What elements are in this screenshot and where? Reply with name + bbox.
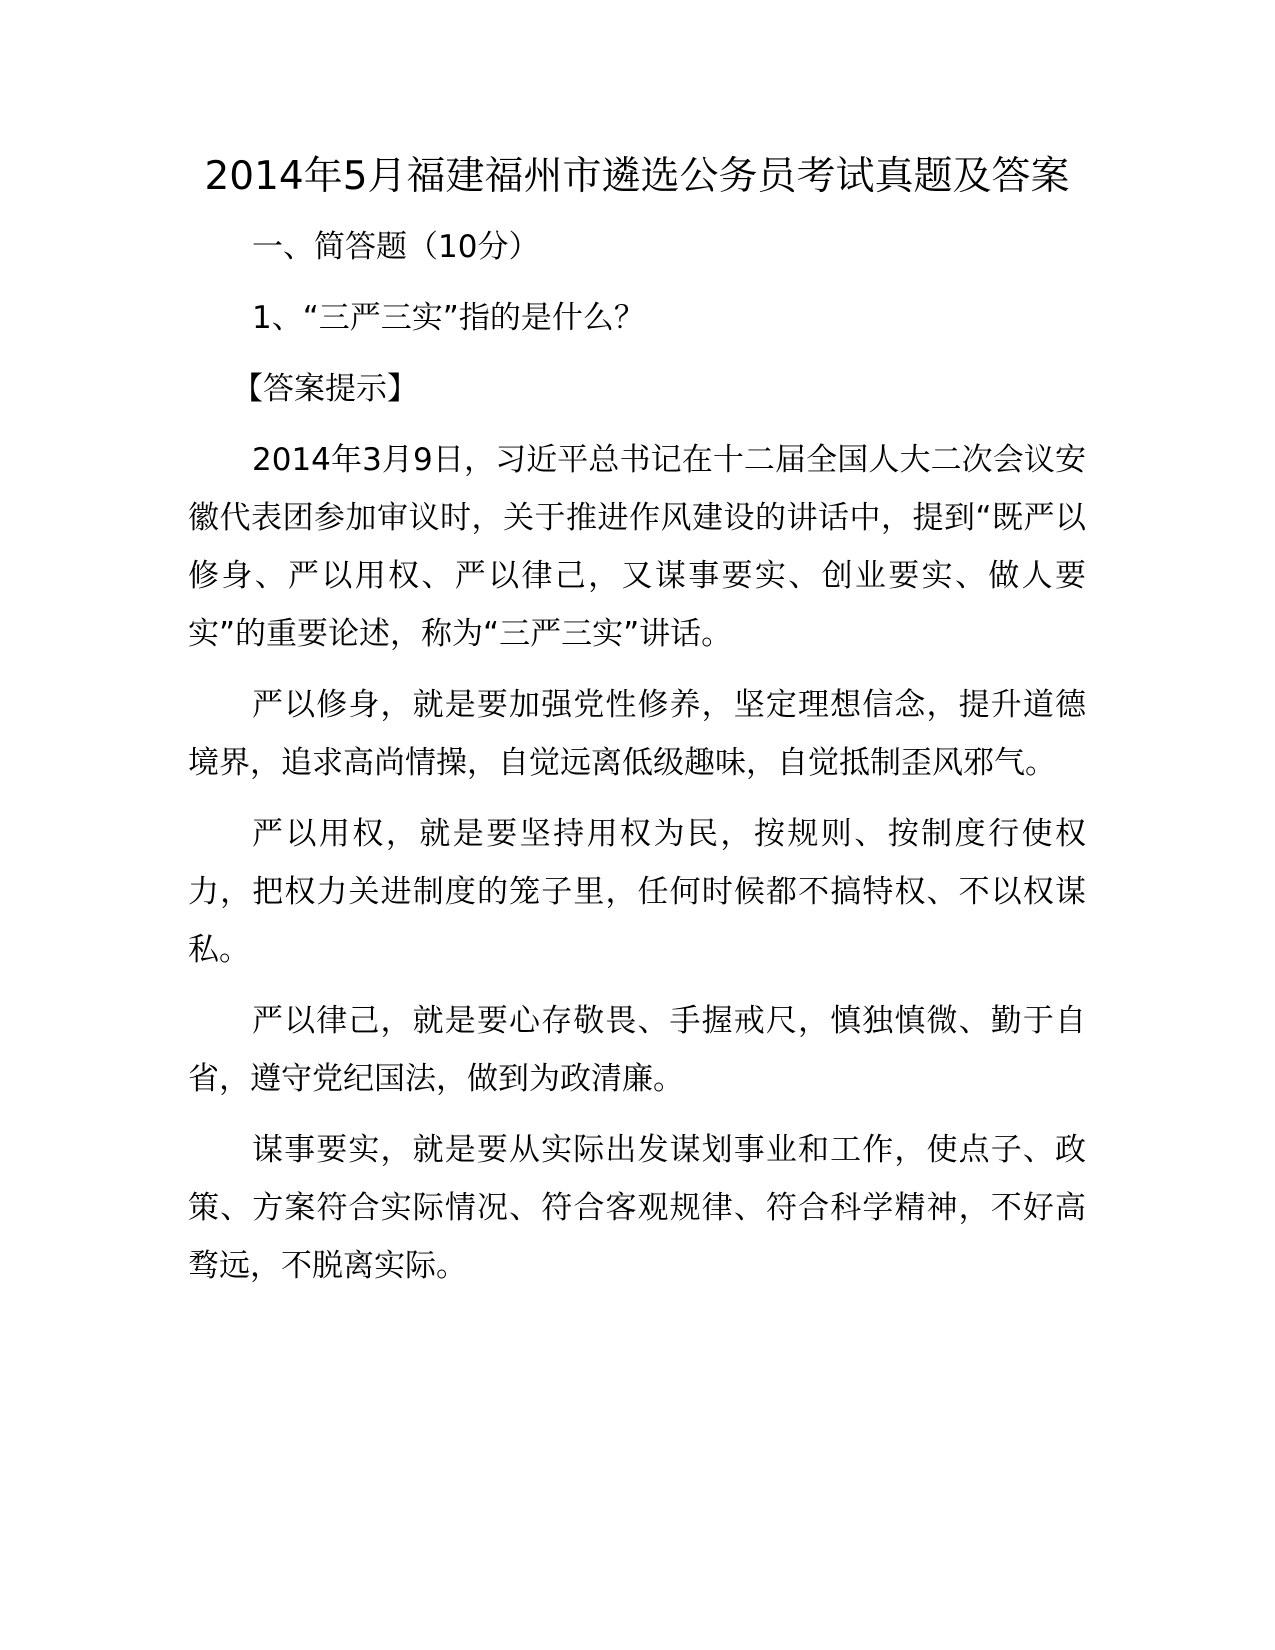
answer-paragraph: 谋事要实，就是要从实际出发谋划事业和工作，使点子、政策、方案符合实际情况、符合客观规律、符合科学精神，不好高骛远，不脱离实际。 <box>188 1132 1086 1284</box>
answer-paragraph: 严以修身，就是要加强党性修养，坚定理想信念，提升道德境界，追求高尚情操，自觉远离低级趣味，自觉抵制歪风邪气。 <box>188 687 1086 781</box>
answer-label: 【答案提示】 <box>232 371 418 407</box>
question-text: 1、“三严三实”指的是什么？ <box>252 300 645 336</box>
answer-paragraph: 严以律己，就是要心存敬畏、手握戒尺，慎独慎微、勤于自省，遵守党纪国法，做到为政清廉。 <box>188 1003 1086 1097</box>
document-page <box>188 148 1086 1308</box>
section-heading: 一、简答题（10分） <box>252 229 540 265</box>
answer-paragraph: 严以用权，就是要坚持用权为民，按规则、按制度行使权力，把权力关进制度的笼子里，任何时候都不搞特权、不以权谋私。 <box>188 816 1086 968</box>
document-title: 2014年5月福建福州市遴选公务员考试真题及答案 <box>204 154 1070 199</box>
answer-paragraph: 2014年3月9日，习近平总书记在十二届全国人大二次会议安徽代表团参加审议时，关于推进作风建设的讲话中，提到“既严以修身、严以用权、严以律己，又谋事要实、创业要实、做人要实”的重要论述，称为“三严三实”讲话。 <box>188 442 1086 652</box>
